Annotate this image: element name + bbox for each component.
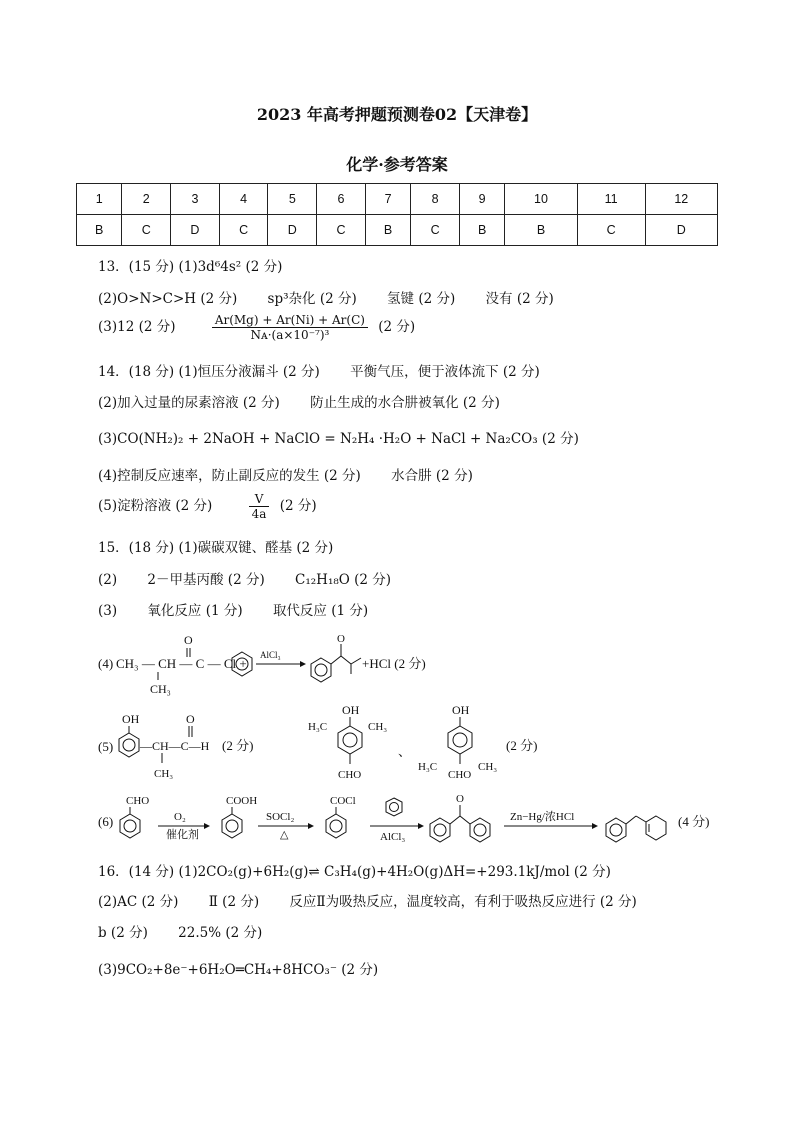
answer-number: 8	[411, 184, 460, 215]
answer-number: 4	[219, 184, 268, 215]
q15-line-2	[98, 568, 391, 588]
q13-line-2	[98, 287, 554, 307]
answer-number: 6	[317, 184, 366, 215]
bond	[460, 816, 470, 824]
benzene-ring-icon	[606, 818, 626, 842]
benzene-ring-icon	[120, 814, 140, 838]
benzene-ring-icon	[226, 820, 238, 832]
q13-hydrogen-bond: 氢键 (2 分)	[387, 291, 456, 307]
q16-answer-3: b (2 分)	[98, 925, 148, 941]
answer-number: 12	[645, 184, 717, 215]
q15-acid-name: 2－甲基丙酸 (2 分)	[147, 572, 265, 588]
answer-letter: B	[365, 215, 410, 246]
bond	[341, 656, 351, 664]
q15-synthesis-route	[96, 790, 726, 850]
benzene-ring-icon	[470, 818, 490, 842]
answer-letter: C	[219, 215, 268, 246]
answer-number: 3	[171, 184, 220, 215]
page-title: 2023 年高考押题预测卷02【天津卷】	[256, 105, 538, 124]
answer-number: 5	[268, 184, 317, 215]
q13-line-3	[98, 313, 415, 342]
label-6: (6)	[98, 814, 114, 829]
q14-line-3: (3)CO(NH₂)₂ + 2NaOH + NaClO = N₂H₄ ·H₂O + NaCl + Na₂CO₃ (2 分)	[98, 431, 579, 447]
fraction-denominator: 4a	[251, 507, 267, 521]
page-subtitle: 化学·参考答案	[346, 155, 448, 174]
methyl: H₃C	[418, 761, 438, 773]
condition: 催化剂	[166, 829, 199, 841]
fraction-numerator: Ar(Mg) + Ar(Ni) + Ar(C)	[212, 313, 368, 328]
reagent: O₂	[174, 811, 186, 823]
density-fraction	[212, 313, 368, 342]
q14-answer-4b: 水合肼 (2 分)	[391, 468, 473, 484]
benzene-ring-icon	[119, 733, 139, 757]
q14-score-5: (2 分)	[279, 498, 317, 514]
q14-answer-2b: 防止生成的水合肼被氧化 (2 分)	[310, 395, 500, 411]
q13-line-1: 13．(15 分) (1)3d⁶4s² (2 分)	[98, 259, 283, 275]
catalyst: AlCl₃	[380, 831, 406, 843]
benzene-ring-icon	[430, 818, 450, 842]
q14-answer-1b: 平衡气压，便于液体流下 (2 分)	[350, 364, 540, 380]
q14-answer-5: (5)淀粉溶液 (2 分)	[98, 498, 213, 514]
separator: 、	[398, 744, 412, 759]
ketone-o: O	[456, 793, 464, 805]
score-5b: (2 分)	[506, 738, 538, 753]
answer-letter: C	[122, 215, 171, 246]
fraction-denominator: Nᴀ·(a×10⁻⁷)³	[250, 328, 330, 342]
answer-number: 7	[365, 184, 410, 215]
answer-letter: C	[317, 215, 366, 246]
answer-number-row	[77, 184, 718, 215]
benzene-ring-icon	[315, 664, 327, 676]
q14-line-5	[98, 492, 317, 521]
answer-number: 2	[122, 184, 171, 215]
answer-letter: B	[77, 215, 122, 246]
methyl: CH₃	[368, 721, 388, 733]
q13-none: 没有 (2 分)	[485, 291, 554, 307]
q15-isomers	[306, 700, 566, 792]
acyl-chloride: CH₃ — CH — C — Cl +	[116, 656, 247, 671]
arrowhead-icon	[592, 823, 598, 829]
q14-answer-2: (2)加入过量的尿素溶液 (2 分)	[98, 395, 280, 411]
q13-answer-2: (2)O>N>C>H (2 分)	[98, 291, 238, 307]
answer-number: 11	[577, 184, 645, 215]
bond	[626, 816, 636, 824]
arrowhead-icon	[300, 661, 306, 667]
q15-oxidation: 氧化反应 (1 分)	[147, 603, 243, 619]
q13-score-3: (2 分)	[378, 319, 416, 335]
q14-line-2	[98, 391, 500, 411]
v-fraction	[249, 492, 270, 521]
bond	[351, 658, 361, 664]
q14-line-4	[98, 464, 473, 484]
bond	[636, 816, 646, 822]
answer-table	[76, 183, 718, 246]
reagent: SOCl₂	[266, 811, 295, 823]
hydroxyl: OH	[122, 712, 140, 726]
answer-letter: D	[171, 215, 220, 246]
benzene-ring-icon	[474, 824, 486, 836]
hydroxyl: OH	[342, 703, 360, 717]
arrowhead-icon	[418, 823, 424, 829]
carboxyl: COOH	[226, 795, 258, 807]
arrowhead-icon	[204, 823, 210, 829]
q15-label-2: (2)	[98, 572, 118, 588]
benzene-ring-icon	[390, 803, 399, 812]
aldehyde: CHO	[338, 769, 362, 781]
catalyst: AlCl₃	[260, 650, 281, 660]
side-chain: —CH—C—H	[140, 739, 210, 753]
aldehyde: CHO	[126, 795, 150, 807]
benzene-ring-icon	[123, 739, 135, 751]
q14-answer-1: 14．(18 分) (1)恒压分液漏斗 (2 分)	[98, 364, 320, 380]
hcl-score: +HCl (2 分)	[362, 656, 426, 671]
acyl-chloride: COCl	[330, 795, 356, 807]
q16-line-2	[98, 890, 637, 910]
q14-answer-4: (4)控制反应速率，防止副反应的发生 (2 分)	[98, 468, 361, 484]
label-5: (5)	[98, 739, 114, 754]
methyl: H₃C	[308, 721, 328, 733]
score-6: (4 分)	[678, 814, 710, 829]
fraction-numerator: V	[249, 492, 270, 507]
answer-letter: C	[577, 215, 645, 246]
q15-reaction-4	[96, 630, 476, 700]
q16-answer-2c: 反应Ⅱ为吸热反应，温度较高，有利于吸热反应进行 (2 分)	[289, 894, 637, 910]
q15-formula: C₁₂H₁₈O (2 分)	[295, 572, 392, 588]
carbonyl-o: O	[184, 633, 193, 647]
arrowhead-icon	[308, 823, 314, 829]
q16-answer-3b: 22.5% (2 分)	[178, 925, 263, 941]
benzene-ring-icon	[338, 726, 362, 754]
bond	[450, 816, 460, 824]
benzene-ring-icon	[343, 733, 357, 747]
answer-number: 1	[77, 184, 122, 215]
answer-letter: B	[459, 215, 504, 246]
q16-line-1: 16．(14 分) (1)2CO₂(g)+6H₂(g)⇌ C₃H₄(g)+4H₂O(g)ΔH=+293.1kJ/mol (2 分)	[98, 864, 611, 880]
q15-line-3	[98, 599, 368, 619]
benzene-ring-icon	[434, 824, 446, 836]
score-5: (2 分)	[222, 738, 254, 753]
answer-letter: D	[645, 215, 717, 246]
answer-letter: D	[268, 215, 317, 246]
ketone-o: O	[337, 633, 345, 645]
benzene-ring-icon	[311, 658, 331, 682]
q15-substitution: 取代反应 (1 分)	[272, 603, 369, 619]
q15-structure-5	[96, 705, 286, 785]
benzene-ring-icon	[326, 814, 346, 838]
benzene-ring-icon	[222, 814, 242, 838]
benzene-ring-icon	[453, 733, 467, 747]
reagent: Zn−Hg/浓HCl	[510, 811, 575, 823]
q16-answer-2: (2)AC (2 分)	[98, 894, 179, 910]
aldehyde: CHO	[448, 769, 472, 781]
benzene-ring-icon	[386, 798, 402, 816]
answer-number: 10	[505, 184, 577, 215]
hydroxyl: OH	[452, 703, 470, 717]
q13-answer-3: (3)12 (2 分)	[98, 319, 176, 335]
q16-line-4: (3)9CO₂+8e⁻+6H₂O═CH₄+8HCO₃⁻ (2 分)	[98, 962, 379, 978]
q16-line-3	[98, 921, 262, 941]
q14-line-1	[98, 360, 540, 380]
benzene-ring-icon	[448, 726, 472, 754]
answer-letter: B	[505, 215, 577, 246]
answer-letter: C	[411, 215, 460, 246]
q15-line-1: 15．(18 分) (1)碳碳双键、醛基 (2 分)	[98, 540, 334, 556]
bond	[331, 656, 341, 664]
methyl: CH₃	[154, 768, 174, 780]
q15-label-3: (3)	[98, 603, 118, 619]
condition: △	[280, 829, 289, 841]
methyl: CH₃	[478, 761, 498, 773]
benzene-ring-icon	[124, 820, 136, 832]
methyl: CH₃	[150, 682, 171, 696]
carbonyl-o: O	[186, 712, 195, 726]
benzene-ring-icon	[610, 824, 622, 836]
answer-letter-row	[77, 215, 718, 246]
q13-hybridization: sp³杂化 (2 分)	[267, 291, 357, 307]
benzene-ring-icon	[330, 820, 342, 832]
answer-number: 9	[459, 184, 504, 215]
label-4: (4)	[98, 656, 114, 671]
q16-answer-2b: Ⅱ (2 分)	[208, 894, 260, 910]
